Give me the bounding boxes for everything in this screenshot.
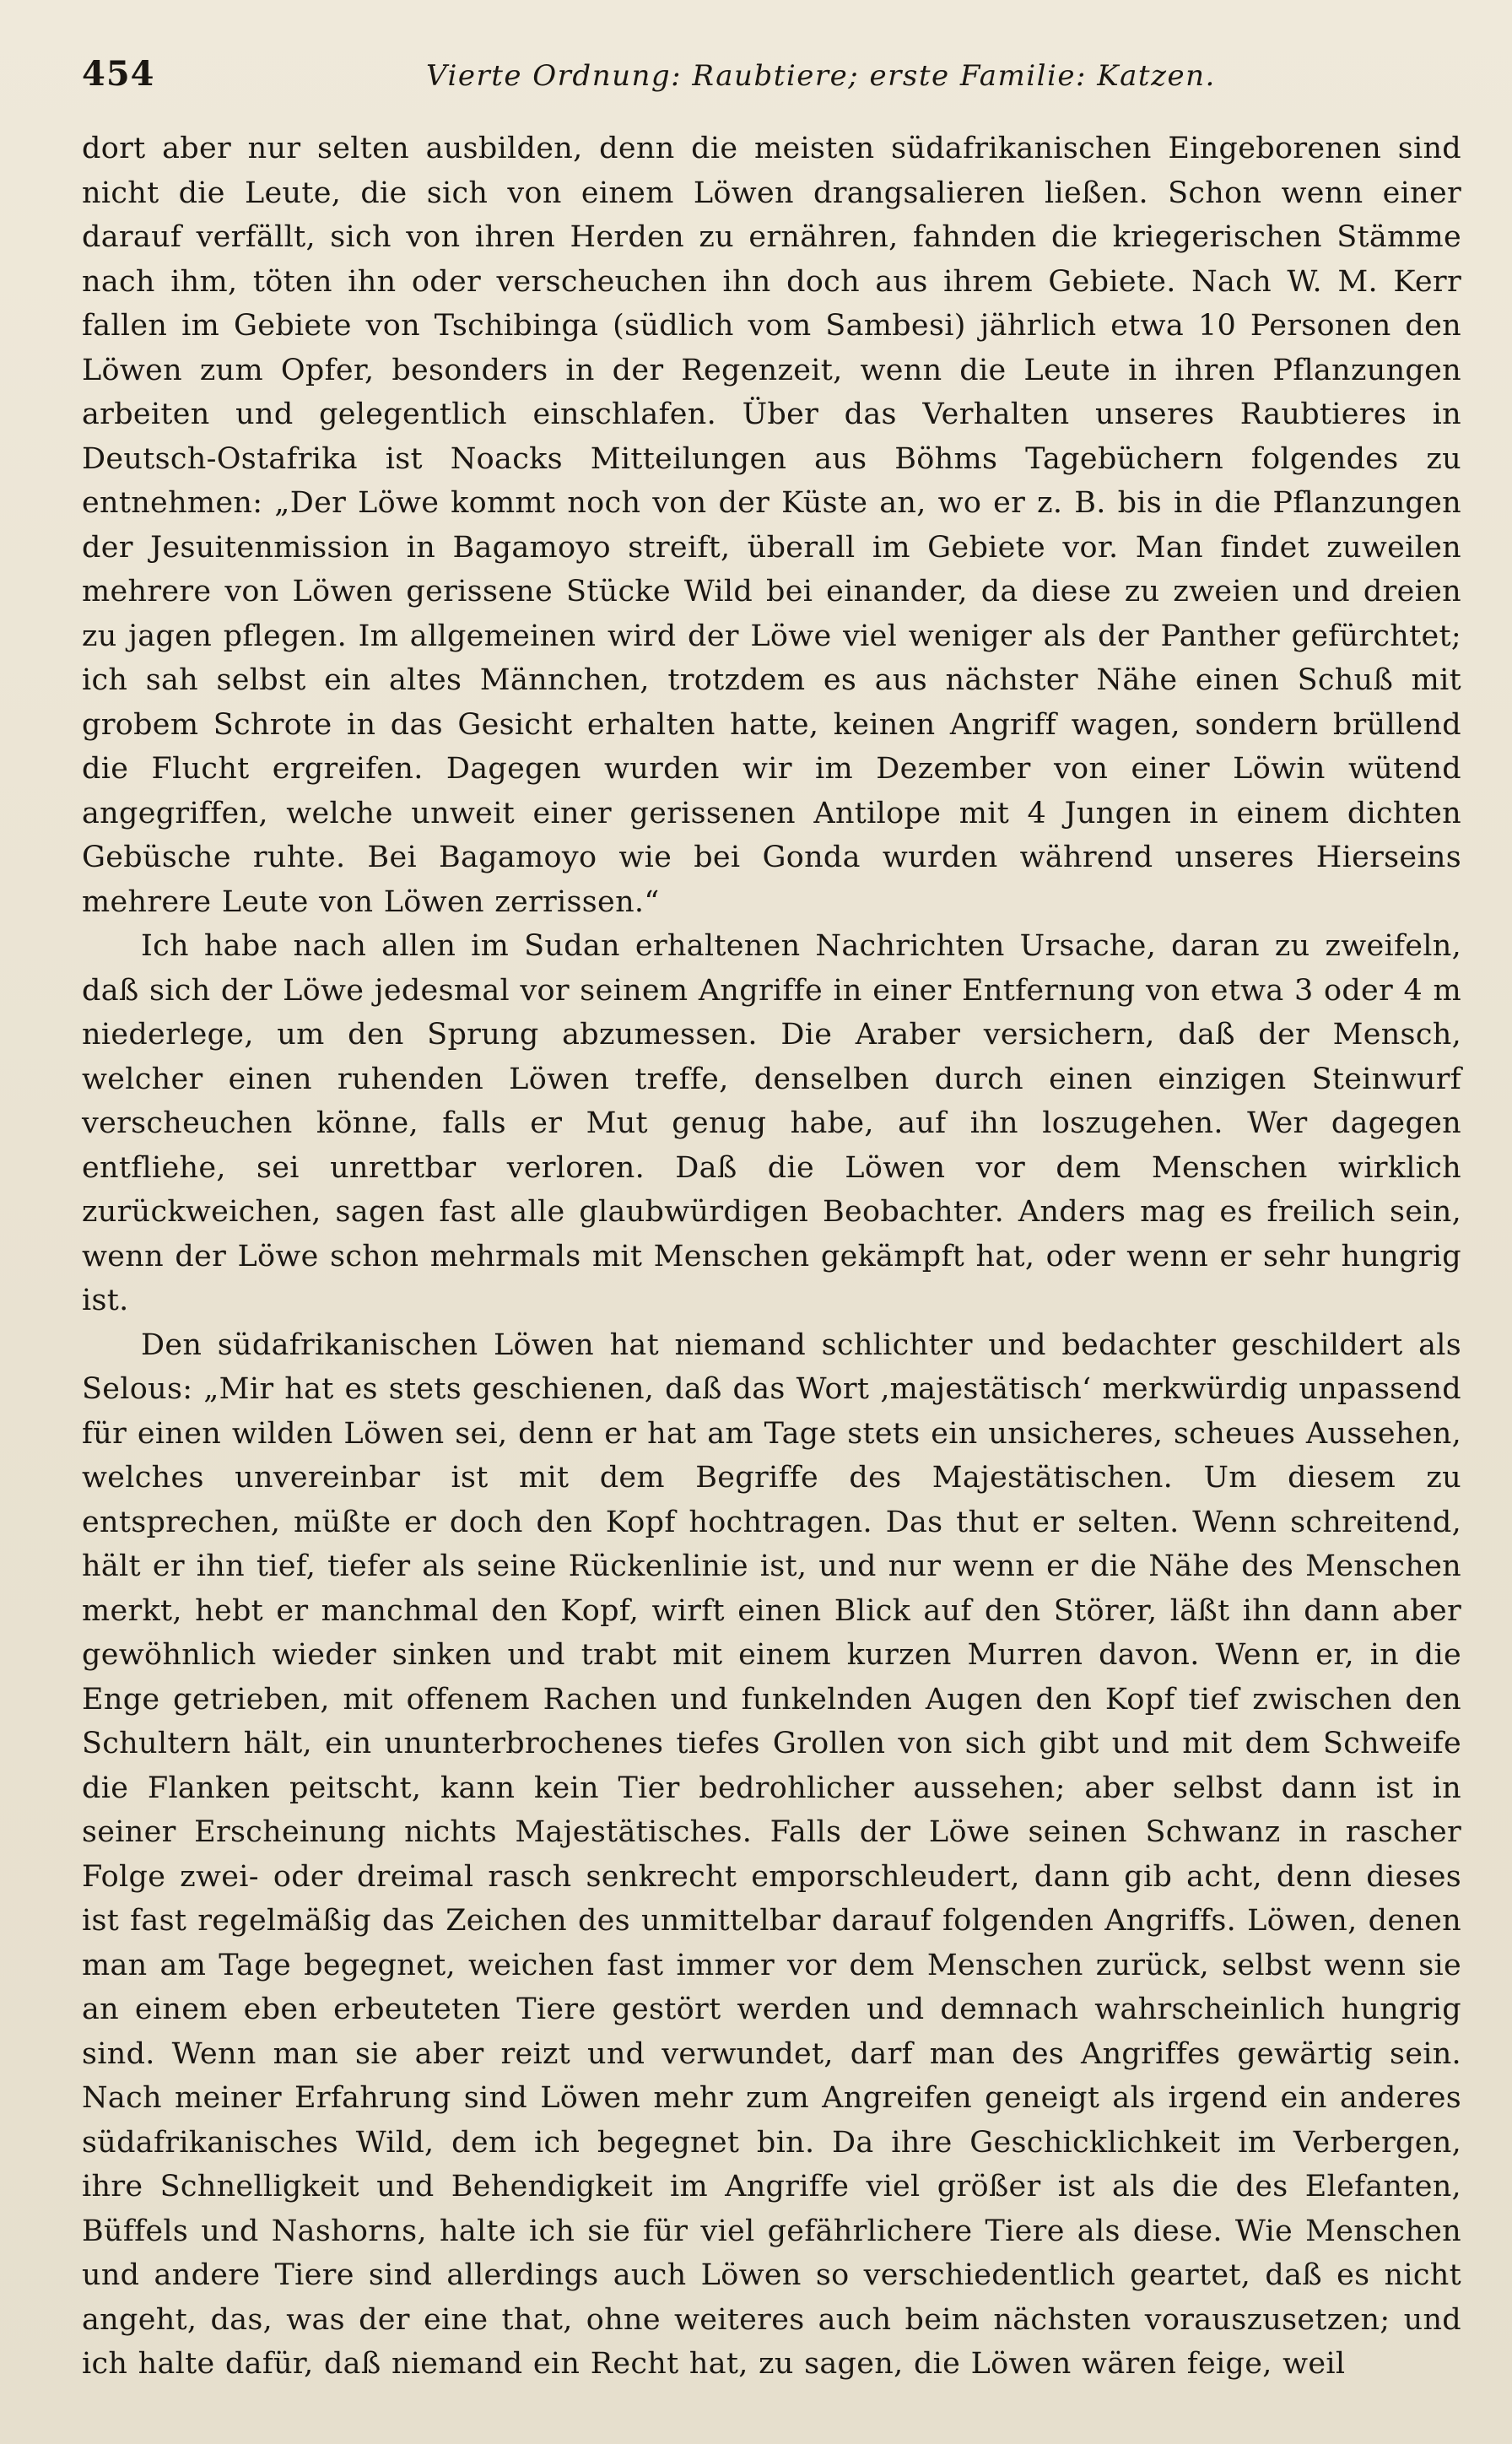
body-text — [82, 127, 1461, 2387]
running-title: Vierte Ordnung: Raubtiere; erste Familie: Katzen. — [426, 59, 1216, 93]
page-header — [82, 54, 1463, 111]
page-number: 454 — [82, 54, 155, 94]
paragraph-3: Den südafrikanischen Löwen hat niemand schlichter und bedachter geschildert als Selous: „Mir hat es stets geschienen, daß das Wort ‚majestätisch‘ merkwürdig unpassend für einen wilden Löwen sei, denn er hat am Tage stets ein unsicheres, scheues Aussehen, welches unvereinbar ist mit dem Begriffe des Majestätischen. Um diesem zu entsprechen, müßte er doch den Kopf hochtragen. Das thut er selten. Wenn schreitend, hält er ihn tief, tiefer als seine Rückenlinie ist, und nur wenn er die Nähe des Menschen merkt, hebt er manchmal den Kopf, wirft einen Blick auf den Störer, läßt ihn dann aber gewöhnlich wieder sinken und trabt mit einem kurzen Murren davon. Wenn er, in die Enge getrieben, mit offenem Rachen und funkelnden Augen den Kopf tief zwischen den Schultern hält, ein ununterbrochenes tiefes Grollen von sich gibt und mit dem Schweife die Flanken peitscht, kann kein Tier bedrohlicher aussehen; aber selbst dann ist in seiner Erscheinung nichts Majestätisches. Falls der Löwe seinen Schwanz in rascher Folge zwei- oder dreimal rasch senkrecht emporschleudert, dann gib acht, denn dieses ist fast regelmäßig das Zeichen des unmittelbar darauf folgenden Angriffs. Löwen, denen man am Tage begegnet, weichen fast immer vor dem Menschen zurück, selbst wenn sie an einem eben erbeuteten Tiere gestört werden und demnach wahrscheinlich hungrig sind. Wenn man sie aber reizt und verwundet, darf man des Angriffes gewärtig sein. Nach meiner Erfahrung sind Löwen mehr zum Angreifen geneigt als irgend ein anderes südafrikanisches Wild, dem ich begegnet bin. Da ihre Geschicklichkeit im Verbergen, ihre Schnelligkeit und Behendigkeit im Angriffe viel größer ist als die des Elefanten, Büffels und Nashorns, halte ich sie für viel gefährlichere Tiere als diese. Wie Menschen und andere Tiere sind allerdings auch Löwen so verschiedentlich geartet, daß es nicht angeht, das, was der eine that, ohne weiteres auch beim nächsten vorauszusetzen; und ich halte dafür, daß niemand ein Recht hat, zu sagen, die Löwen wären feige, weil — [82, 1327, 1461, 2381]
paragraph-2: Ich habe nach allen im Sudan erhaltenen Nachrichten Ursache, daran zu zweifeln, daß sich der Löwe jedesmal vor seinem Angriffe in einer Entfernung von etwa 3 oder 4 m niederlege, um den Sprung abzumessen. Die Araber versichern, daß der Mensch, welcher einen ruhenden Löwen treffe, denselben durch einen einzigen Steinwurf verscheuchen könne, falls er Mut genug habe, auf ihn loszugehen. Wer dagegen entfliehe, sei unrettbar verloren. Daß die Löwen vor dem Menschen wirklich zurückweichen, sagen fast alle glaubwürdigen Beobachter. Anders mag es freilich sein, wenn der Löwe schon mehrmals mit Menschen gekämpft hat, oder wenn er sehr hungrig ist. — [82, 929, 1461, 1317]
paragraph-1: dort aber nur selten ausbilden, denn die meisten südafrikanischen Eingeborenen sind nicht die Leute, die sich von einem Löwen drangsalieren ließen. Schon wenn einer darauf verfällt, sich von ihren Herden zu ernähren, fahnden die kriegerischen Stämme nach ihm, töten ihn oder verscheuchen ihn doch aus ihrem Gebiete. Nach W. M. Kerr fallen im Gebiete von Tschibinga (südlich vom Sambesi) jährlich etwa 10 Personen den Löwen zum Opfer, besonders in der Regenzeit, wenn die Leute in ihren Pflanzungen arbeiten und gelegentlich einschlafen. Über das Verhalten unseres Raubtieres in Deutsch-Ostafrika ist Noacks Mitteilungen aus Böhms Tagebüchern folgendes zu entnehmen: „Der Löwe kommt noch von der Küste an, wo er z. B. bis in die Pflanzungen der Jesuitenmission in Bagamoyo streift, überall im Gebiete vor. Man findet zuweilen mehrere von Löwen gerissene Stücke Wild bei einander, da diese zu zweien und dreien zu jagen pflegen. Im allgemeinen wird der Löwe viel weniger als der Panther gefürchtet; ich sah selbst ein altes Männchen, trotzdem es aus nächster Nähe einen Schuß mit grobem Schrote in das Gesicht erhalten hatte, keinen Angriff wagen, sondern brüllend die Flucht ergreifen. Dagegen wurden wir im Dezember von einer Löwin wütend angegriffen, welche unweit einer gerissenen Antilope mit 4 Jungen in einem dichten Gebüsche ruhte. Bei Bagamoyo wie bei Gonda wurden während unseres Hierseins mehrere Leute von Löwen zerrissen.“ — [82, 132, 1461, 919]
